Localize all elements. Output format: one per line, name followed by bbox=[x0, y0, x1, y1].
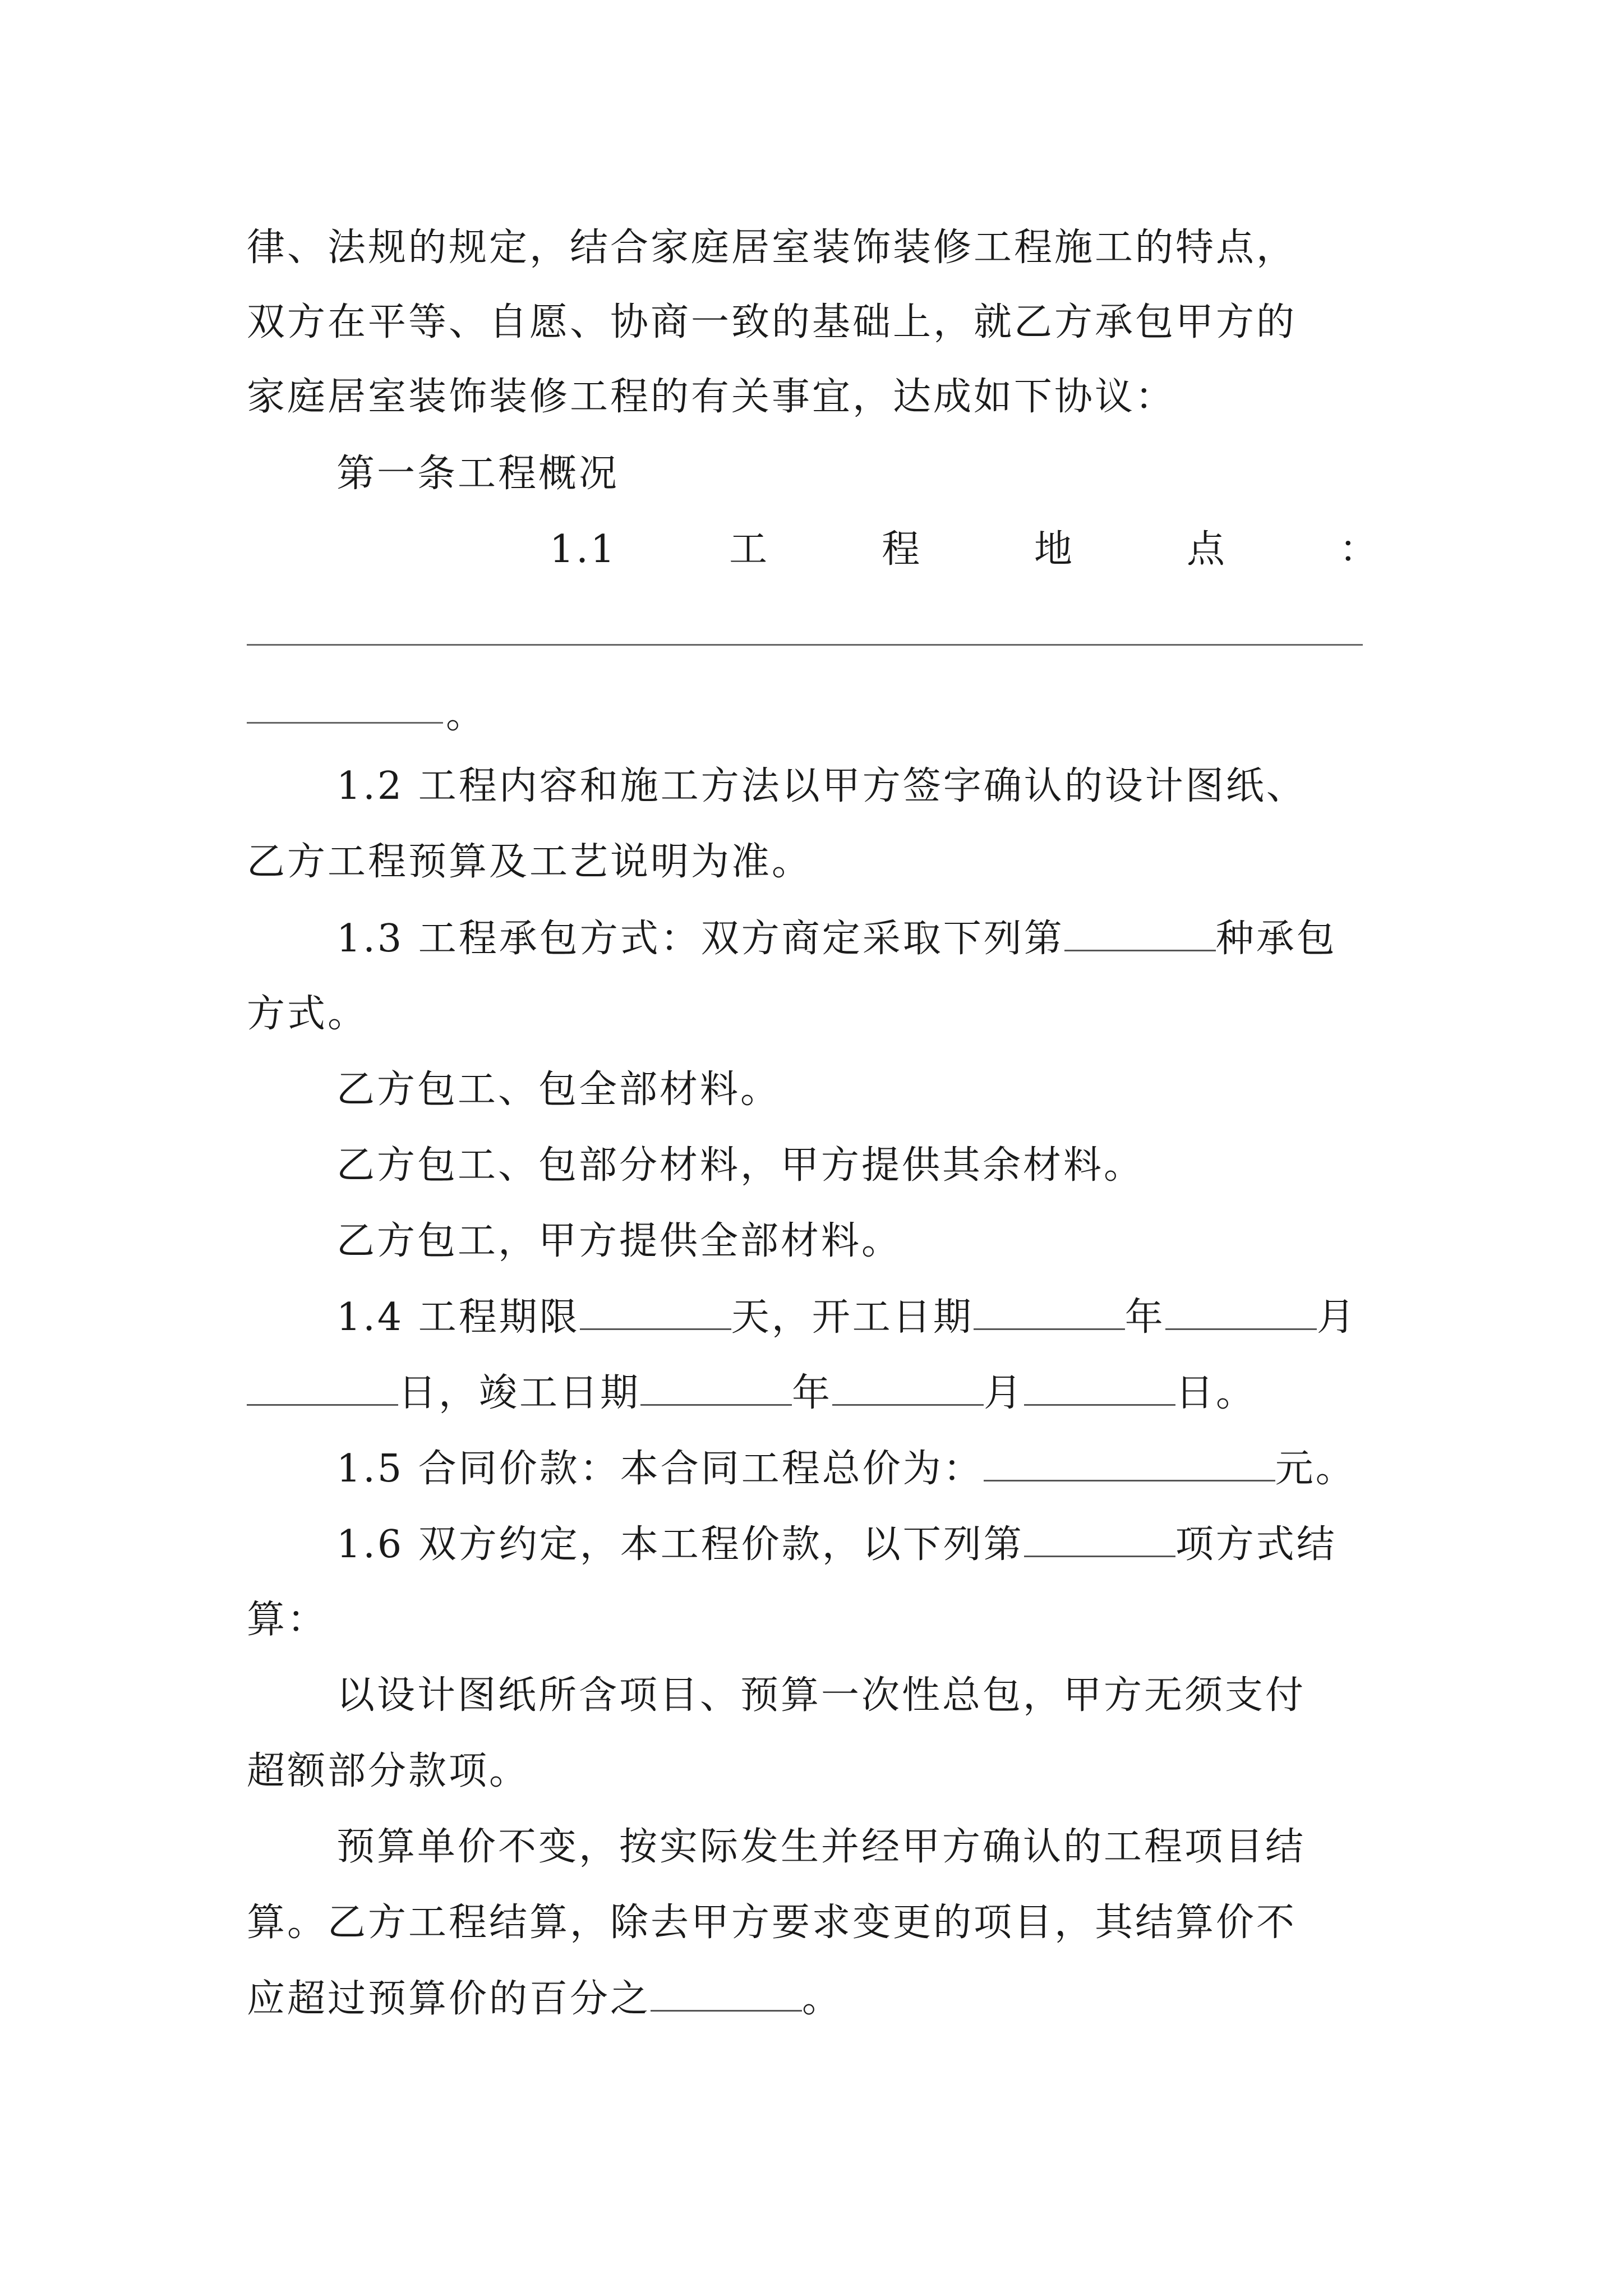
item-1-1-number: 1.1 bbox=[550, 527, 617, 572]
item-1-3-text-after: 种承包 bbox=[1215, 917, 1337, 961]
settlement-option-2-line-3 bbox=[247, 1971, 1391, 2027]
item-1-1-char-5: ： bbox=[1339, 527, 1380, 572]
start-day-label: 日，竣工日期 bbox=[398, 1371, 641, 1415]
percentage-text-after: 。 bbox=[802, 1977, 843, 2021]
start-year-blank[interactable] bbox=[974, 1289, 1125, 1330]
item-1-6-line-1 bbox=[336, 1516, 1402, 1572]
item-1-5-suffix: 元。 bbox=[1275, 1447, 1356, 1491]
total-price-blank[interactable] bbox=[984, 1441, 1275, 1481]
item-1-5-prefix: 1.5 合同价款：本合同工程总价为： bbox=[336, 1447, 984, 1491]
start-month-label: 月 bbox=[1316, 1295, 1357, 1340]
item-1-1-heading bbox=[550, 522, 1380, 578]
end-day-blank[interactable] bbox=[1024, 1365, 1175, 1406]
end-day-label: 日。 bbox=[1175, 1371, 1257, 1415]
option-item: 乙方包工、包部分材料，甲方提供其余材料。 bbox=[336, 1143, 1145, 1188]
start-month-blank[interactable] bbox=[1165, 1289, 1317, 1330]
intro-line-3: 家庭居室装饰装修工程的有关事宜，达成如下协议： bbox=[247, 375, 1176, 419]
intro-line-1: 律、法规的规定，结合家庭居室装饰装修工程施工的特点， bbox=[247, 226, 1297, 270]
item-1-1-char-1: 工 bbox=[729, 527, 770, 572]
item-1-4-line-1 bbox=[336, 1289, 1402, 1345]
item-1-1-end-mark: 。 bbox=[446, 693, 487, 737]
intro-line-2: 双方在平等、自愿、协商一致的基础上，就乙方承包甲方的 bbox=[247, 300, 1297, 344]
end-year-label: 年 bbox=[792, 1371, 833, 1415]
item-1-3-line-2: 方式。 bbox=[247, 992, 368, 1036]
duration-days-blank[interactable] bbox=[580, 1289, 731, 1330]
item-1-2-line-1: 1.2 工程内容和施工方法以甲方签字确认的设计图纸、 bbox=[336, 764, 1307, 808]
item-1-2-line-2: 乙方工程预算及工艺说明为准。 bbox=[247, 840, 813, 884]
item-1-6-text-before: 1.6 双方约定，本工程价款，以下列第 bbox=[336, 1522, 1024, 1567]
settlement-option-1-line-1: 以设计图纸所含项目、预算一次性总包，甲方无须支付 bbox=[336, 1673, 1306, 1718]
start-year-label: 年 bbox=[1124, 1295, 1165, 1340]
settlement-option-blank[interactable] bbox=[1024, 1516, 1175, 1557]
end-month-label: 月 bbox=[984, 1371, 1025, 1415]
settlement-option-2-line-2: 算。乙方工程结算，除去甲方要求变更的项目，其结算价不 bbox=[247, 1901, 1297, 1945]
option-item: 乙方包工，甲方提供全部材料。 bbox=[336, 1219, 902, 1263]
item-1-4-prefix: 1.4 工程期限 bbox=[336, 1295, 580, 1340]
item-1-4-line-2 bbox=[247, 1365, 1391, 1421]
item-1-3-text-before: 1.3 工程承包方式：双方商定采取下列第 bbox=[336, 917, 1064, 961]
item-1-1-char-4: 点 bbox=[1187, 527, 1228, 572]
section-title: 第一条工程概况 bbox=[336, 452, 620, 496]
item-1-3-blank[interactable] bbox=[1064, 910, 1216, 951]
item-1-6-text-after: 项方式结 bbox=[1175, 1522, 1337, 1567]
address-blank-line bbox=[247, 644, 1363, 646]
option-item: 乙方包工、包全部材料。 bbox=[336, 1068, 781, 1112]
item-1-6-line-2: 算： bbox=[247, 1598, 328, 1642]
address-blank-short bbox=[247, 722, 443, 724]
item-1-5-line bbox=[336, 1441, 1402, 1497]
end-month-blank[interactable] bbox=[832, 1365, 984, 1406]
item-1-1-char-3: 地 bbox=[1034, 527, 1075, 572]
percentage-text-before: 应超过预算价的百分之 bbox=[247, 1977, 651, 2021]
item-1-4-days-label: 天，开工日期 bbox=[731, 1295, 974, 1340]
item-1-3-line-1 bbox=[336, 910, 1402, 967]
settlement-option-1-line-2: 超额部分款项。 bbox=[247, 1749, 530, 1793]
percentage-blank[interactable] bbox=[651, 1971, 802, 2012]
start-day-blank[interactable] bbox=[247, 1365, 398, 1406]
item-1-1-char-2: 程 bbox=[882, 527, 923, 572]
settlement-option-2-line-1: 预算单价不变，按实际发生并经甲方确认的工程项目结 bbox=[336, 1825, 1306, 1869]
end-year-blank[interactable] bbox=[640, 1365, 792, 1406]
